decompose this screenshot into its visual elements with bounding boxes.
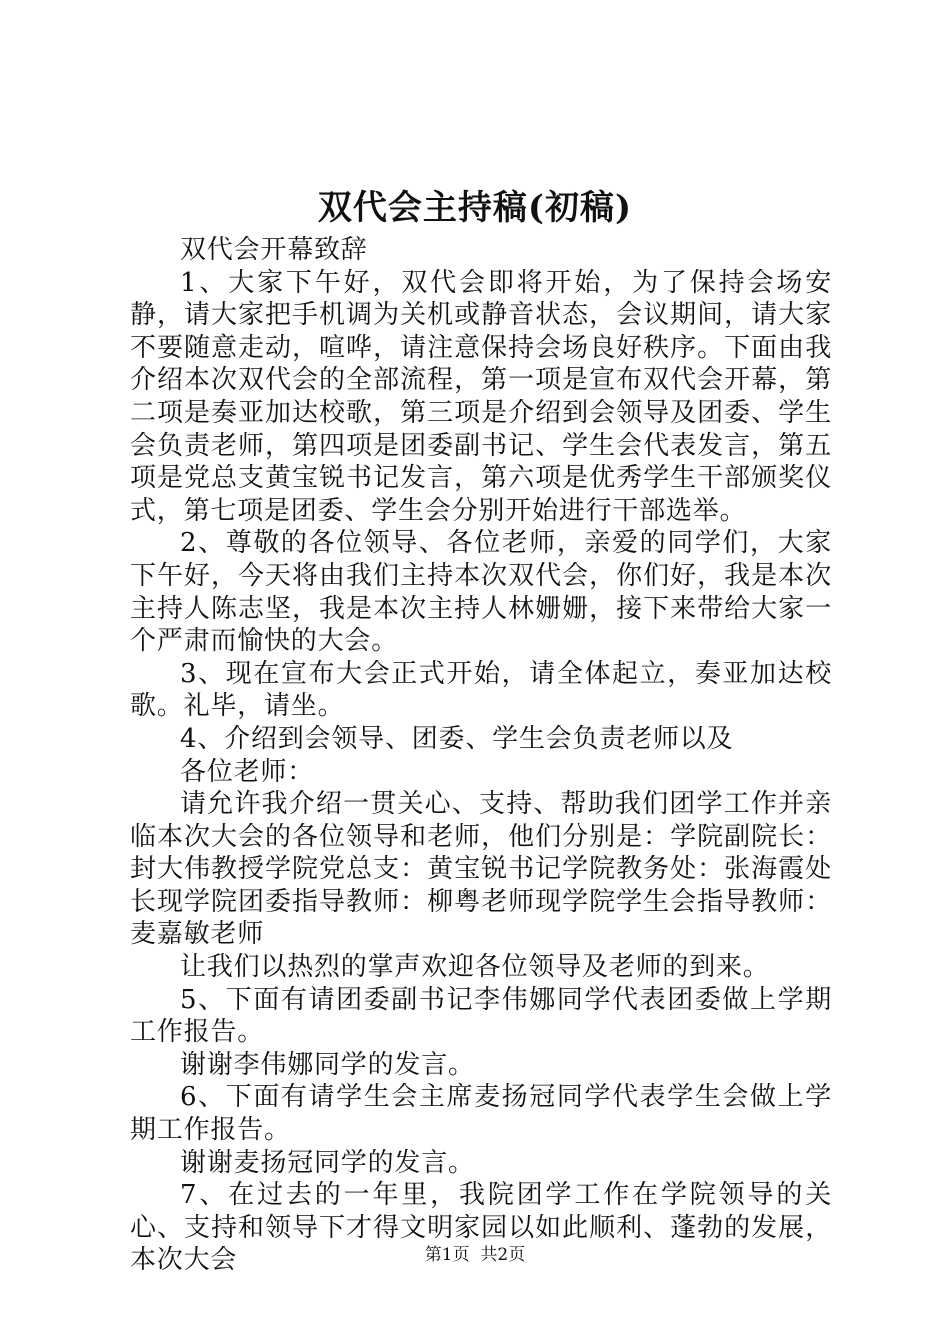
page-footer: [0, 1244, 950, 1266]
paragraph-item-3: 3、现在宣布大会正式开始，请全体起立，奏亚加达校歌。礼毕，请坐。: [130, 658, 832, 722]
paragraph-item-7: 7、在过去的一年里，我院团学工作在学院领导的关心、支持和领导下才得文明家园以如此顺利、蓬勃的发展，本次大会: [130, 1180, 832, 1276]
paragraph-item-2: 2、尊敬的各位领导、各位老师，亲爱的同学们，大家下午好，今天将由我们主持本次双代会，你们好，我是本次主持人陈志坚，我是本次主持人林姗姗，接下来带给大家一个严肃而愉快的大会。: [130, 528, 832, 657]
paragraph-item-5: 5、下面有请团委副书记李伟娜同学代表团委做上学期工作报告。: [130, 984, 832, 1048]
page-number: 第1页: [424, 1245, 470, 1265]
paragraph-thanks-1: 谢谢李伟娜同学的发言。: [180, 1049, 475, 1080]
paragraph-item-6: 6、下面有请学生会主席麦扬冠同学代表学生会做上学期工作报告。: [130, 1082, 832, 1146]
paragraph-teachers-heading: 各位老师：: [180, 756, 315, 787]
document-title: 双代会主持稿(初稿): [317, 188, 633, 228]
paragraph-opening-heading: 双代会开幕致辞: [180, 235, 368, 265]
page-total: 共2页: [480, 1245, 526, 1265]
document-body: [130, 234, 832, 1277]
paragraph-item-1: 1、大家下午好，双代会即将开始，为了保持会场安静，请大家把手机调为关机或静音状态，会议期间，请大家不要随意走动，喧哗，请注意保持会场良好秩序。下面由我介绍本次双代会的全部流程，第一项是宣布双代会开幕，第二项是奏亚加达校歌，第三项是介绍到会领导及团委、学生会负责老师，第四项是团委副书记、学生会代表发言，第五项是党总支黄宝锐书记发言，第六项是优秀学生干部颁奖仪式，第七项是团委、学生会分别开始进行干部选举。: [130, 267, 832, 526]
paragraph-item-4: 4、介绍到会领导、团委、学生会负责老师以及: [180, 723, 734, 754]
paragraph-welcome: 让我们以热烈的掌声欢迎各位领导及老师的到来。: [180, 952, 770, 983]
paragraph-thanks-2: 谢谢麦扬冠同学的发言。: [180, 1147, 475, 1178]
paragraph-introduction: 请允许我介绍一贯关心、支持、帮助我们团学工作并亲临本次大会的各位领导和老师，他们分别是：学院副院长：封大伟教授学院党总支：黄宝锐书记学院教务处：张海霞处长现学院团委指导教师：柳粤老师现学院学生会指导教师：麦嘉敏老师: [130, 789, 832, 950]
